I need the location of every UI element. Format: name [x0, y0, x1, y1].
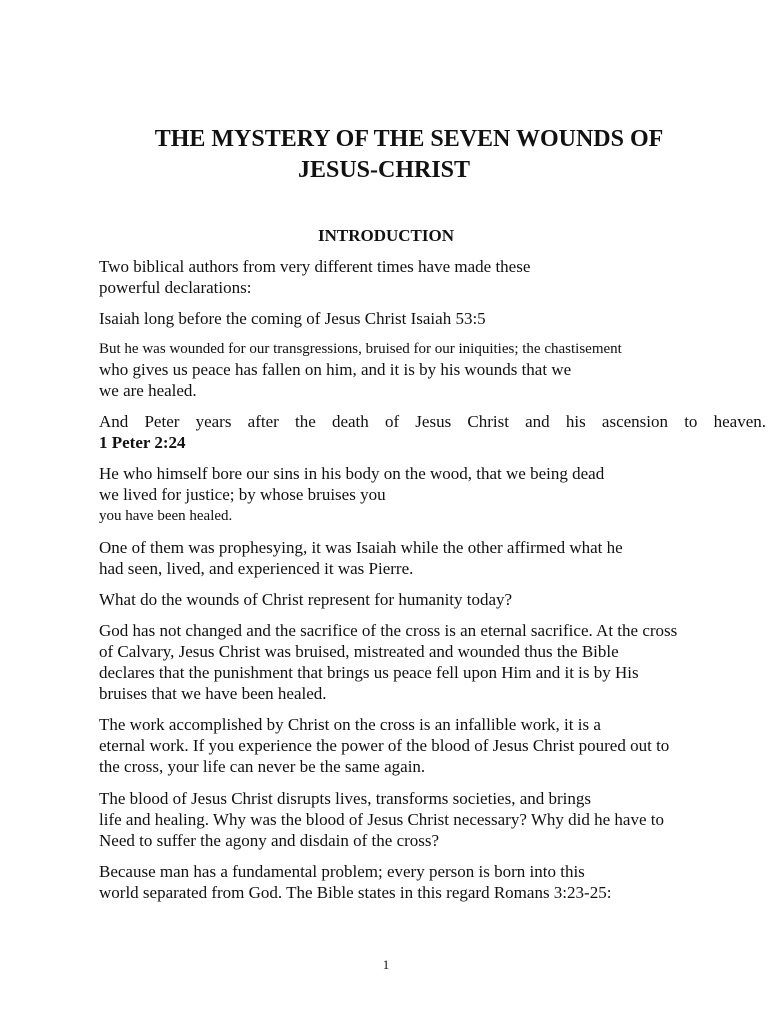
quote-line: you have been healed. [99, 508, 233, 524]
text-line: Need to suffer the agony and disdain of the cross? [99, 831, 440, 850]
document-title [0, 124, 768, 186]
text-line: One of them was prophesying, it was Isaiah while the other affirmed what he [99, 538, 623, 557]
page-number: 1 [382, 957, 390, 972]
text-line: Isaiah long before the coming of Jesus Christ Isaiah 53:5 [99, 309, 486, 328]
text-line: world separated from God. The Bible states in this regard Romans 3:23-25: [99, 883, 612, 902]
quote-line: He who himself bore our sins in his body on the wood, that we being dead [99, 464, 605, 483]
quote-line: we are healed. [99, 381, 197, 400]
text-line: Two biblical authors from very different times have made these [99, 257, 531, 276]
text-line: of Calvary, Jesus Christ was bruised, mistreated and wounded thus the Bible [99, 642, 619, 661]
text-line: the cross, your life can never be the same again. [99, 757, 426, 776]
text-line: life and healing. Why was the blood of Jesus Christ necessary? Why did he have to [99, 810, 664, 829]
text-line: had seen, lived, and experienced it was Pierre. [99, 559, 414, 578]
text-line: Because man has a fundamental problem; every person is born into this [99, 862, 585, 881]
text-line: powerful declarations: [99, 278, 252, 297]
text-line: bruises that we have been healed. [99, 684, 327, 703]
title-line-1: THE MYSTERY OF THE SEVEN WOUNDS OF [154, 126, 664, 152]
quote-line: we lived for justice; by whose bruises you [99, 485, 386, 504]
text-line: The work accomplished by Christ on the cross is an infallible work, it is a [99, 715, 601, 734]
quote-line: But he was wounded for our transgressions, bruised for our iniquities; the chastisement [99, 341, 622, 357]
text-line: eternal work. If you experience the power of the blood of Jesus Christ poured out to [99, 736, 670, 755]
text-line: The blood of Jesus Christ disrupts lives, transforms societies, and brings [99, 789, 592, 808]
text-line: And Peter years after the death of Jesus Christ and his ascension to heaven. [99, 412, 766, 431]
scripture-reference: 1 Peter 2:24 [99, 433, 186, 452]
text-line: God has not changed and the sacrifice of the cross is an eternal sacrifice. At the cross [99, 621, 678, 640]
text-line: declares that the punishment that brings us peace fell upon Him and it is by His [99, 663, 639, 682]
section-heading: INTRODUCTION [317, 226, 455, 245]
quote-line: who gives us peace has fallen on him, and it is by his wounds that we [99, 360, 572, 379]
text-line: What do the wounds of Christ represent for humanity today? [99, 590, 513, 609]
title-line-2: JESUS-CHRIST [297, 157, 471, 183]
